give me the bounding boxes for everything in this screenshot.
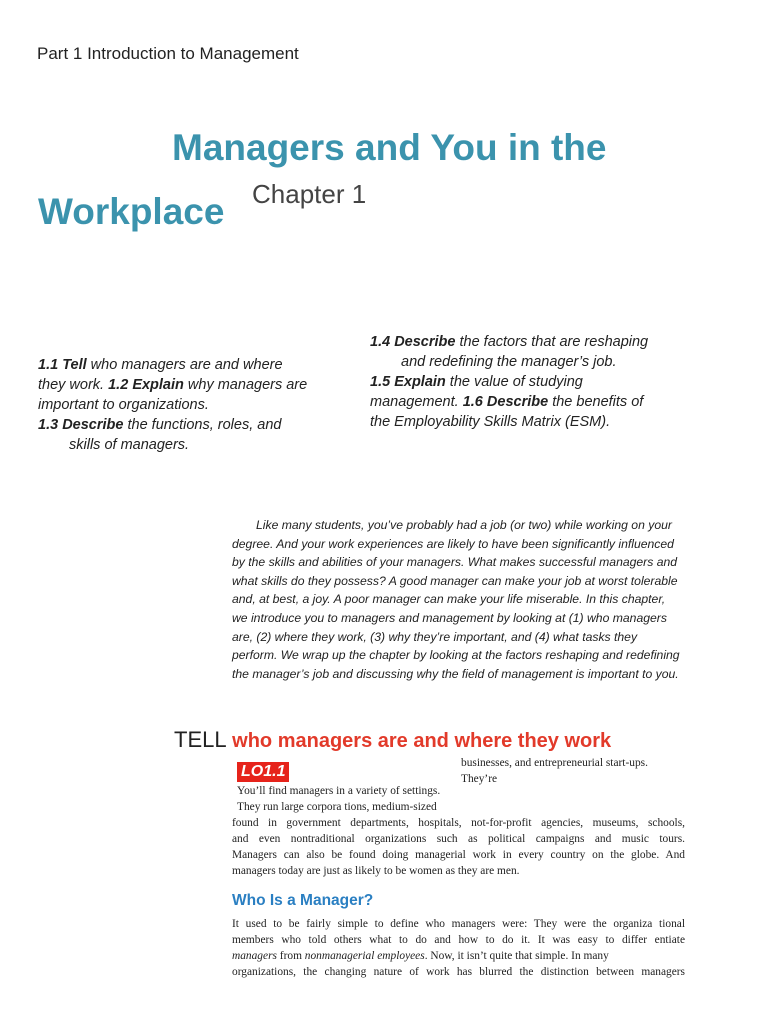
body-line: found in government departments, hospitals, not-for-profit agencies, museums, schools, <box>232 817 685 829</box>
lo-badge: LO1.1 <box>237 762 289 782</box>
body-line: They’re <box>461 773 498 785</box>
body-line <box>232 948 685 964</box>
lo-verb: Describe <box>62 417 124 433</box>
manager-paragraph <box>232 916 685 980</box>
lo-text: management. <box>370 394 463 410</box>
body-fragment: . Now, it isn’t quite that simple. In many <box>424 950 609 962</box>
lo-text: the value of studying <box>445 374 583 390</box>
body-fragment: from <box>276 950 305 962</box>
lo-text: important to organizations. <box>38 397 209 413</box>
part-header: Part 1 Introduction to Management <box>37 44 299 63</box>
lo-text: they work. <box>38 377 109 393</box>
lo-number: 1.5 <box>370 374 391 390</box>
lo-number: 1.1 <box>38 357 59 373</box>
body-line: organizations, the changing nature of work has blurred the distinction between managers <box>232 966 685 978</box>
body-line: businesses, and entrepreneurial start-ups. <box>461 757 648 769</box>
learning-objectives-left <box>38 355 338 455</box>
lo-text: skills of managers. <box>69 437 190 453</box>
learning-objectives-right <box>370 332 690 432</box>
lo-text: who managers are and where <box>86 357 283 373</box>
body-line: It used to be fairly simple to define who managers were: They were the organiza tional <box>232 918 685 930</box>
lo-number: 1.3 <box>38 417 59 433</box>
body-line: and even nontraditional organizations such as political campaigns and music tours. <box>232 833 685 845</box>
subsection-heading: Who Is a Manager? <box>232 892 374 909</box>
body-line: They run large corpora tions, medium-sized <box>237 801 437 813</box>
italic-term: managers <box>232 950 277 962</box>
body-line: managers today are just as likely to be women as they are men. <box>232 865 520 877</box>
chapter-title-line-1: Managers and You in the <box>172 127 607 168</box>
body-line: You’ll find managers in a variety of settings. <box>237 785 441 797</box>
lo-verb: Describe <box>394 334 456 350</box>
chapter-label: Chapter 1 <box>252 179 367 209</box>
section-heading-verb: TELL <box>174 727 227 752</box>
lo-verb: Explain <box>132 377 184 393</box>
lo-number: 1.4 <box>370 334 391 350</box>
lo-text: why managers are <box>183 377 308 393</box>
lo-text: the functions, roles, and <box>123 417 282 433</box>
lo-verb: Tell <box>62 357 87 373</box>
intro-paragraph <box>232 516 682 683</box>
intro-text: Like many students, you’ve probably had a job (or two) while working on your degree. And your work experiences are likely to have been significantly influenced by the skills and abilities of your managers. What makes successful managers and what skills do they possess? A good manager can make your job at worst tolerable and, at best, a joy. A poor manager can make your life miserable. In this chapter, we introduce you to managers and management by looking at (1) who managers are, (2) where they work, (3) why they’re important, and (4) what tasks they perform. We wrap up the chapter by looking at the factors reshaping and redefining the manager’s job and discussing why the field of management is important to you. <box>232 518 680 681</box>
lo-text: the Employability Skills Matrix (ESM). <box>370 414 611 430</box>
lo-number: 1.2 <box>108 377 129 393</box>
body-text <box>232 783 685 879</box>
lo-verb: Describe <box>486 394 549 410</box>
lo-verb: Explain <box>394 374 446 390</box>
section-heading-text: who managers are and where they work <box>226 730 612 752</box>
section-heading <box>174 727 611 753</box>
lo-number: 1.6 <box>462 394 483 410</box>
italic-term: nonmanagerial employees <box>304 950 425 962</box>
lo-text: the factors that are reshaping <box>455 334 649 350</box>
body-line: Managers can also be found doing managerial work in every country on the globe. And <box>232 849 685 861</box>
lo-text: and redefining the manager’s job. <box>401 354 617 370</box>
body-line: members who told others what to do and how to do it. It was easy to differ entiate <box>232 934 685 946</box>
chapter-title-line-2: Workplace <box>38 191 225 232</box>
lo-text: the benefits of <box>548 394 644 410</box>
